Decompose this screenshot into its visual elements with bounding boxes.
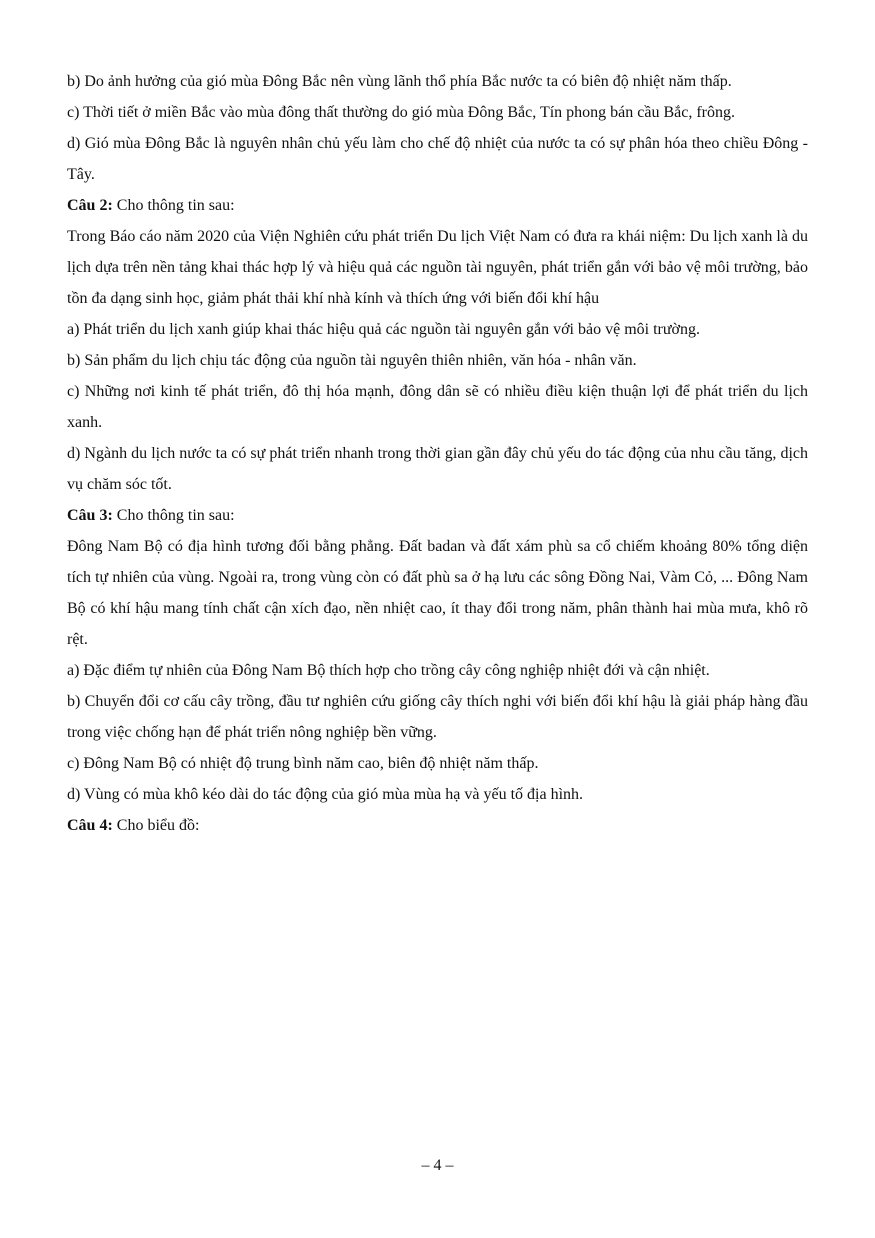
q1-option-b: b) Do ảnh hưởng của gió mùa Đông Bắc nên vùng lãnh thổ phía Bắc nước ta có biên độ nhiệt năm thấp. <box>67 73 732 90</box>
q1-option-c: c) Thời tiết ở miền Bắc vào mùa đông thất thường do gió mùa Đông Bắc, Tín phong bán cầu Bắc, frông. <box>67 104 735 121</box>
q4-label: Câu 4: <box>67 817 113 834</box>
q4-heading <box>67 810 808 841</box>
q3-option-d: d) Vùng có mùa khô kéo dài do tác động của gió mùa mùa hạ và yếu tố địa hình. <box>67 786 584 803</box>
document-page <box>67 66 808 841</box>
q2-option-a: a) Phát triển du lịch xanh giúp khai thác hiệu quả các nguồn tài nguyên gắn với bảo vệ môi trường. <box>67 321 700 338</box>
q3-option-a: a) Đặc điểm tự nhiên của Đông Nam Bộ thích hợp cho trồng cây công nghiệp nhiệt đới và cận nhiệt. <box>67 662 710 679</box>
q2-option-d: d) Ngành du lịch nước ta có sự phát triển nhanh trong thời gian gần đây chủ yếu do tác động của nhu cầu tăng, dịch vụ chăm sóc tốt. <box>67 445 808 493</box>
q3-label: Câu 3: <box>67 507 113 524</box>
q3-passage: Đông Nam Bộ có địa hình tương đối bằng phẳng. Đất badan và đất xám phù sa cổ chiếm khoảng 80% tổng diện tích tự nhiên của vùng. Ngoài ra, trong vùng còn có đất phù sa ở hạ lưu các sông Đồng Nai, Vàm Cỏ, ... Đông Nam Bộ có khí hậu mang tính chất cận xích đạo, nền nhiệt cao, ít thay đổi trong năm, phân thành hai mùa mưa, khô rõ rệt. <box>67 538 808 648</box>
q2-heading <box>67 190 808 221</box>
q2-prompt: Cho thông tin sau: <box>112 197 235 214</box>
q1-option-d: d) Gió mùa Đông Bắc là nguyên nhân chủ yếu làm cho chế độ nhiệt của nước ta có sự phân hóa theo chiều Đông - Tây. <box>67 135 808 183</box>
q4-prompt: Cho biểu đồ: <box>112 817 200 834</box>
q3-prompt: Cho thông tin sau: <box>112 507 235 524</box>
q2-option-b: b) Sản phẩm du lịch chịu tác động của nguồn tài nguyên thiên nhiên, văn hóa - nhân văn. <box>67 352 637 369</box>
q2-passage: Trong Báo cáo năm 2020 của Viện Nghiên cứu phát triển Du lịch Việt Nam có đưa ra khái niệm: Du lịch xanh là du lịch dựa trên nền tảng khai thác hợp lý và hiệu quả các nguồn tài nguyên, phát triển gắn với bảo vệ môi trường, bảo tồn đa dạng sinh học, giảm phát thải khí nhà kính và thích ứng với biến đổi khí hậu <box>67 228 808 307</box>
q3-option-b: b) Chuyển đổi cơ cấu cây trồng, đầu tư nghiên cứu giống cây thích nghi với biến đổi khí hậu là giải pháp hàng đầu trong việc chống hạn để phát triển nông nghiệp bền vững. <box>67 693 808 741</box>
q2-label: Câu 2: <box>67 197 113 214</box>
q3-option-c: c) Đông Nam Bộ có nhiệt độ trung bình năm cao, biên độ nhiệt năm thấp. <box>67 755 539 772</box>
page-number: – 4 – <box>421 1157 454 1174</box>
q2-option-c: c) Những nơi kinh tế phát triển, đô thị hóa mạnh, đông dân sẽ có nhiều điều kiện thuận lợi để phát triển du lịch xanh. <box>67 383 808 431</box>
q3-heading <box>67 500 808 531</box>
